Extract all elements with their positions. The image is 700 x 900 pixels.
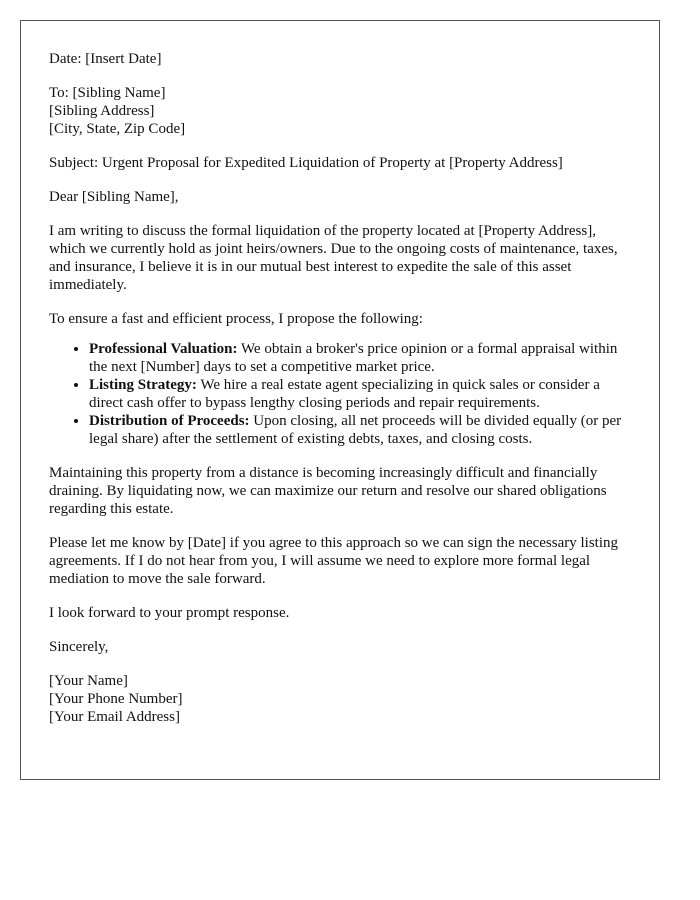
proposal-text: Upon closing, all net proceeds will be divided equally (or per legal share) after the settlement of existing debts, taxes, and closing costs. xyxy=(89,413,622,447)
recipient-address: [Sibling Address] xyxy=(49,103,155,119)
proposal-text: We hire a real estate agent specializing in quick sales or consider a direct cash offer to bypass lengthy closing periods and repair requirements. xyxy=(89,377,600,411)
sender-block xyxy=(49,672,631,726)
proposal-title: Listing Strategy: xyxy=(89,377,197,393)
sender-email: [Your Email Address] xyxy=(49,709,180,725)
sender-name: [Your Name] xyxy=(49,673,128,689)
subject-line: Subject: Urgent Proposal for Expedited Liquidation of Property at [Property Address] xyxy=(49,155,563,171)
proposal-item-distribution xyxy=(89,412,631,448)
proposal-item-listing xyxy=(89,376,631,412)
sender-phone: [Your Phone Number] xyxy=(49,691,183,707)
date-line: Date: [Insert Date] xyxy=(49,51,162,67)
proposal-title: Professional Valuation: xyxy=(89,341,238,357)
proposal-title: Distribution of Proceeds: xyxy=(89,413,250,429)
proposal-text: We obtain a broker's price opinion or a formal appraisal within the next [Number] days to set a competitive market price. xyxy=(89,341,618,375)
maintaining-paragraph: Maintaining this property from a distance is becoming increasingly difficult and financially draining. By liquidating now, we can maximize our return and resolve our shared obligations regarding this estate. xyxy=(49,465,607,517)
request-paragraph: Please let me know by [Date] if you agree to this approach so we can sign the necessary listing agreements. If I do not hear from you, I will assume we need to explore more formal legal mediation to move the sale forward. xyxy=(49,535,618,587)
recipient-to: To: [Sibling Name] xyxy=(49,85,166,101)
greeting: Dear [Sibling Name], xyxy=(49,189,179,205)
recipient-block xyxy=(49,84,631,138)
intro-paragraph: I am writing to discuss the formal liquidation of the property located at [Property Address], which we currently hold as joint heirs/owners. Due to the ongoing costs of maintenance, taxes, and insurance, I believe it is in our mutual best interest to expedite the sale of this asset immediately. xyxy=(49,223,618,293)
proposal-list xyxy=(49,340,631,448)
proposal-lead: To ensure a fast and efficient process, I propose the following: xyxy=(49,311,423,327)
closing-remark: I look forward to your prompt response. xyxy=(49,605,290,621)
letter-page xyxy=(20,20,660,780)
sign-off: Sincerely, xyxy=(49,639,109,655)
proposal-item-valuation xyxy=(89,340,631,376)
recipient-city: [City, State, Zip Code] xyxy=(49,121,186,137)
